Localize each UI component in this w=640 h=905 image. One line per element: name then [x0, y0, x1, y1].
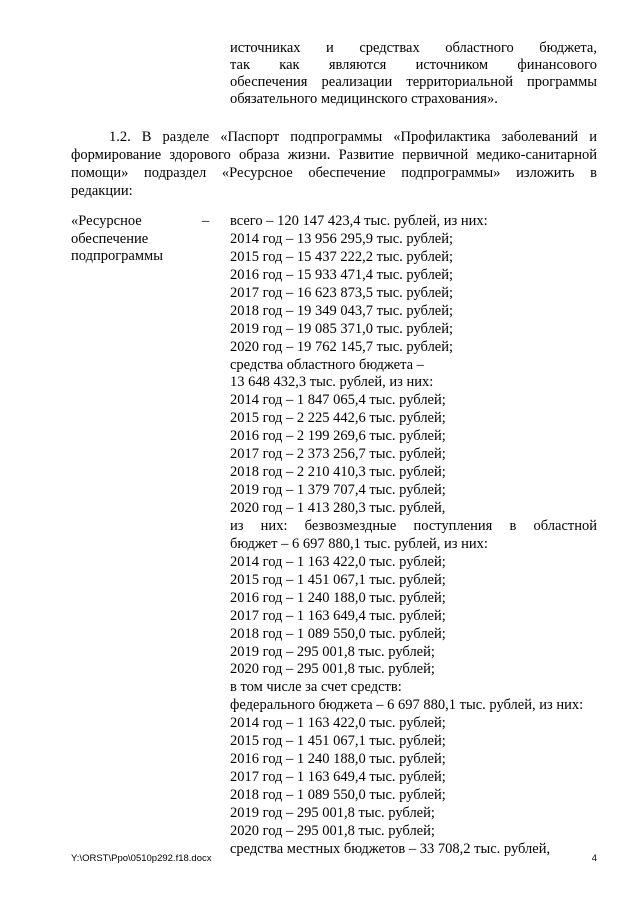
text-line: формирование здорового образа жизни. Развитие первичной медико-санитарной — [71, 147, 597, 163]
funding-line: 2014 год – 1 847 065,4 тыс. рублей; — [230, 392, 446, 409]
text-line: так как являются источником финансового — [230, 57, 597, 73]
funding-line: 2016 год – 1 240 188,0 тыс. рублей; — [230, 589, 446, 606]
funding-line: 2018 год – 1 089 550,0 тыс. рублей; — [230, 625, 446, 642]
file-path: Y:\ORST\Ppo\0510p292.f18.docx — [71, 853, 212, 864]
funding-line: 2014 год – 13 956 295,9 тыс. рублей; — [230, 230, 454, 247]
funding-line: 2017 год – 1 163 649,4 тыс. рублей; — [230, 769, 446, 786]
funding-line: средства местных бюджетов – 33 708,2 тыс. рублей, — [230, 840, 551, 857]
text-line: источниках и средствах областного бюджета, — [230, 40, 597, 56]
amendment-paragraph — [71, 128, 597, 200]
funding-list — [230, 213, 597, 859]
funding-line: 2020 год – 19 762 145,7 тыс. рублей; — [230, 338, 454, 355]
funding-line: федерального бюджета – 6 697 880,1 тыс. рублей, из них: — [230, 697, 584, 714]
resource-label — [71, 213, 221, 266]
funding-line: 2016 год – 1 240 188,0 тыс. рублей; — [230, 751, 446, 768]
label-line: обеспечение — [71, 230, 149, 247]
funding-line: в том числе за счет средств: — [230, 679, 402, 696]
funding-line: 2017 год – 16 623 873,5 тыс. рублей; — [230, 284, 454, 301]
text-line: обеспечения реализации территориальной программы — [230, 74, 597, 90]
funding-line: 2018 год – 1 089 550,0 тыс. рублей; — [230, 787, 446, 803]
funding-line: 2015 год – 1 451 067,1 тыс. рублей; — [230, 571, 446, 588]
funding-line: 2019 год – 19 085 371,0 тыс. рублей; — [230, 320, 454, 337]
funding-line: 2014 год – 1 163 422,0 тыс. рублей; — [230, 715, 446, 732]
label-dash: – — [202, 213, 210, 229]
text-line: редакции: — [71, 183, 133, 199]
funding-line: 2017 год – 2 373 256,7 тыс. рублей; — [230, 446, 446, 463]
text-line: помощи» подраздел «Ресурсное обеспечение подпрограммы» изложить в — [71, 165, 597, 181]
funding-line: всего – 120 147 423,4 тыс. рублей, из них: — [230, 213, 488, 229]
funding-line: 2015 год – 2 225 442,6 тыс. рублей; — [230, 410, 446, 427]
continuation-text-block — [230, 40, 597, 108]
funding-line: 2014 год – 1 163 422,0 тыс. рублей; — [230, 553, 446, 570]
funding-line: средства областного бюджета – — [230, 356, 424, 373]
label-line: подпрограммы — [71, 248, 163, 264]
label-line: «Ресурсное — [71, 213, 142, 229]
funding-line: 2019 год – 295 001,8 тыс. рублей; — [230, 804, 435, 821]
funding-line: из них: безвозмездные поступления в областной — [230, 517, 597, 534]
text-line: обязательного медицинского страхования». — [230, 91, 498, 107]
funding-line: бюджет – 6 697 880,1 тыс. рублей, из них: — [230, 535, 488, 552]
funding-line: 2016 год – 15 933 471,4 тыс. рублей; — [230, 266, 454, 283]
funding-line: 2018 год – 19 349 043,7 тыс. рублей; — [230, 302, 454, 319]
funding-line: 2020 год – 295 001,8 тыс. рублей; — [230, 822, 435, 839]
text-line: 1.2. В разделе «Паспорт подпрограммы «Профилактика заболеваний и — [109, 129, 597, 145]
funding-line: 2019 год – 295 001,8 тыс. рублей; — [230, 643, 435, 660]
page-number: 4 — [591, 853, 597, 864]
funding-line: 2020 год – 1 413 280,3 тыс. рублей, — [230, 500, 446, 516]
funding-line: 2015 год – 1 451 067,1 тыс. рублей; — [230, 733, 446, 750]
funding-line: 2019 год – 1 379 707,4 тыс. рублей; — [230, 482, 446, 499]
funding-line: 2020 год – 295 001,8 тыс. рублей; — [230, 661, 435, 678]
funding-line: 2015 год – 15 437 222,2 тыс. рублей; — [230, 248, 454, 265]
funding-line: 2016 год – 2 199 269,6 тыс. рублей; — [230, 428, 446, 445]
funding-line: 13 648 432,3 тыс. рублей, из них: — [230, 374, 434, 391]
funding-line: 2017 год – 1 163 649,4 тыс. рублей; — [230, 607, 446, 624]
funding-line: 2018 год – 2 210 410,3 тыс. рублей; — [230, 464, 446, 481]
